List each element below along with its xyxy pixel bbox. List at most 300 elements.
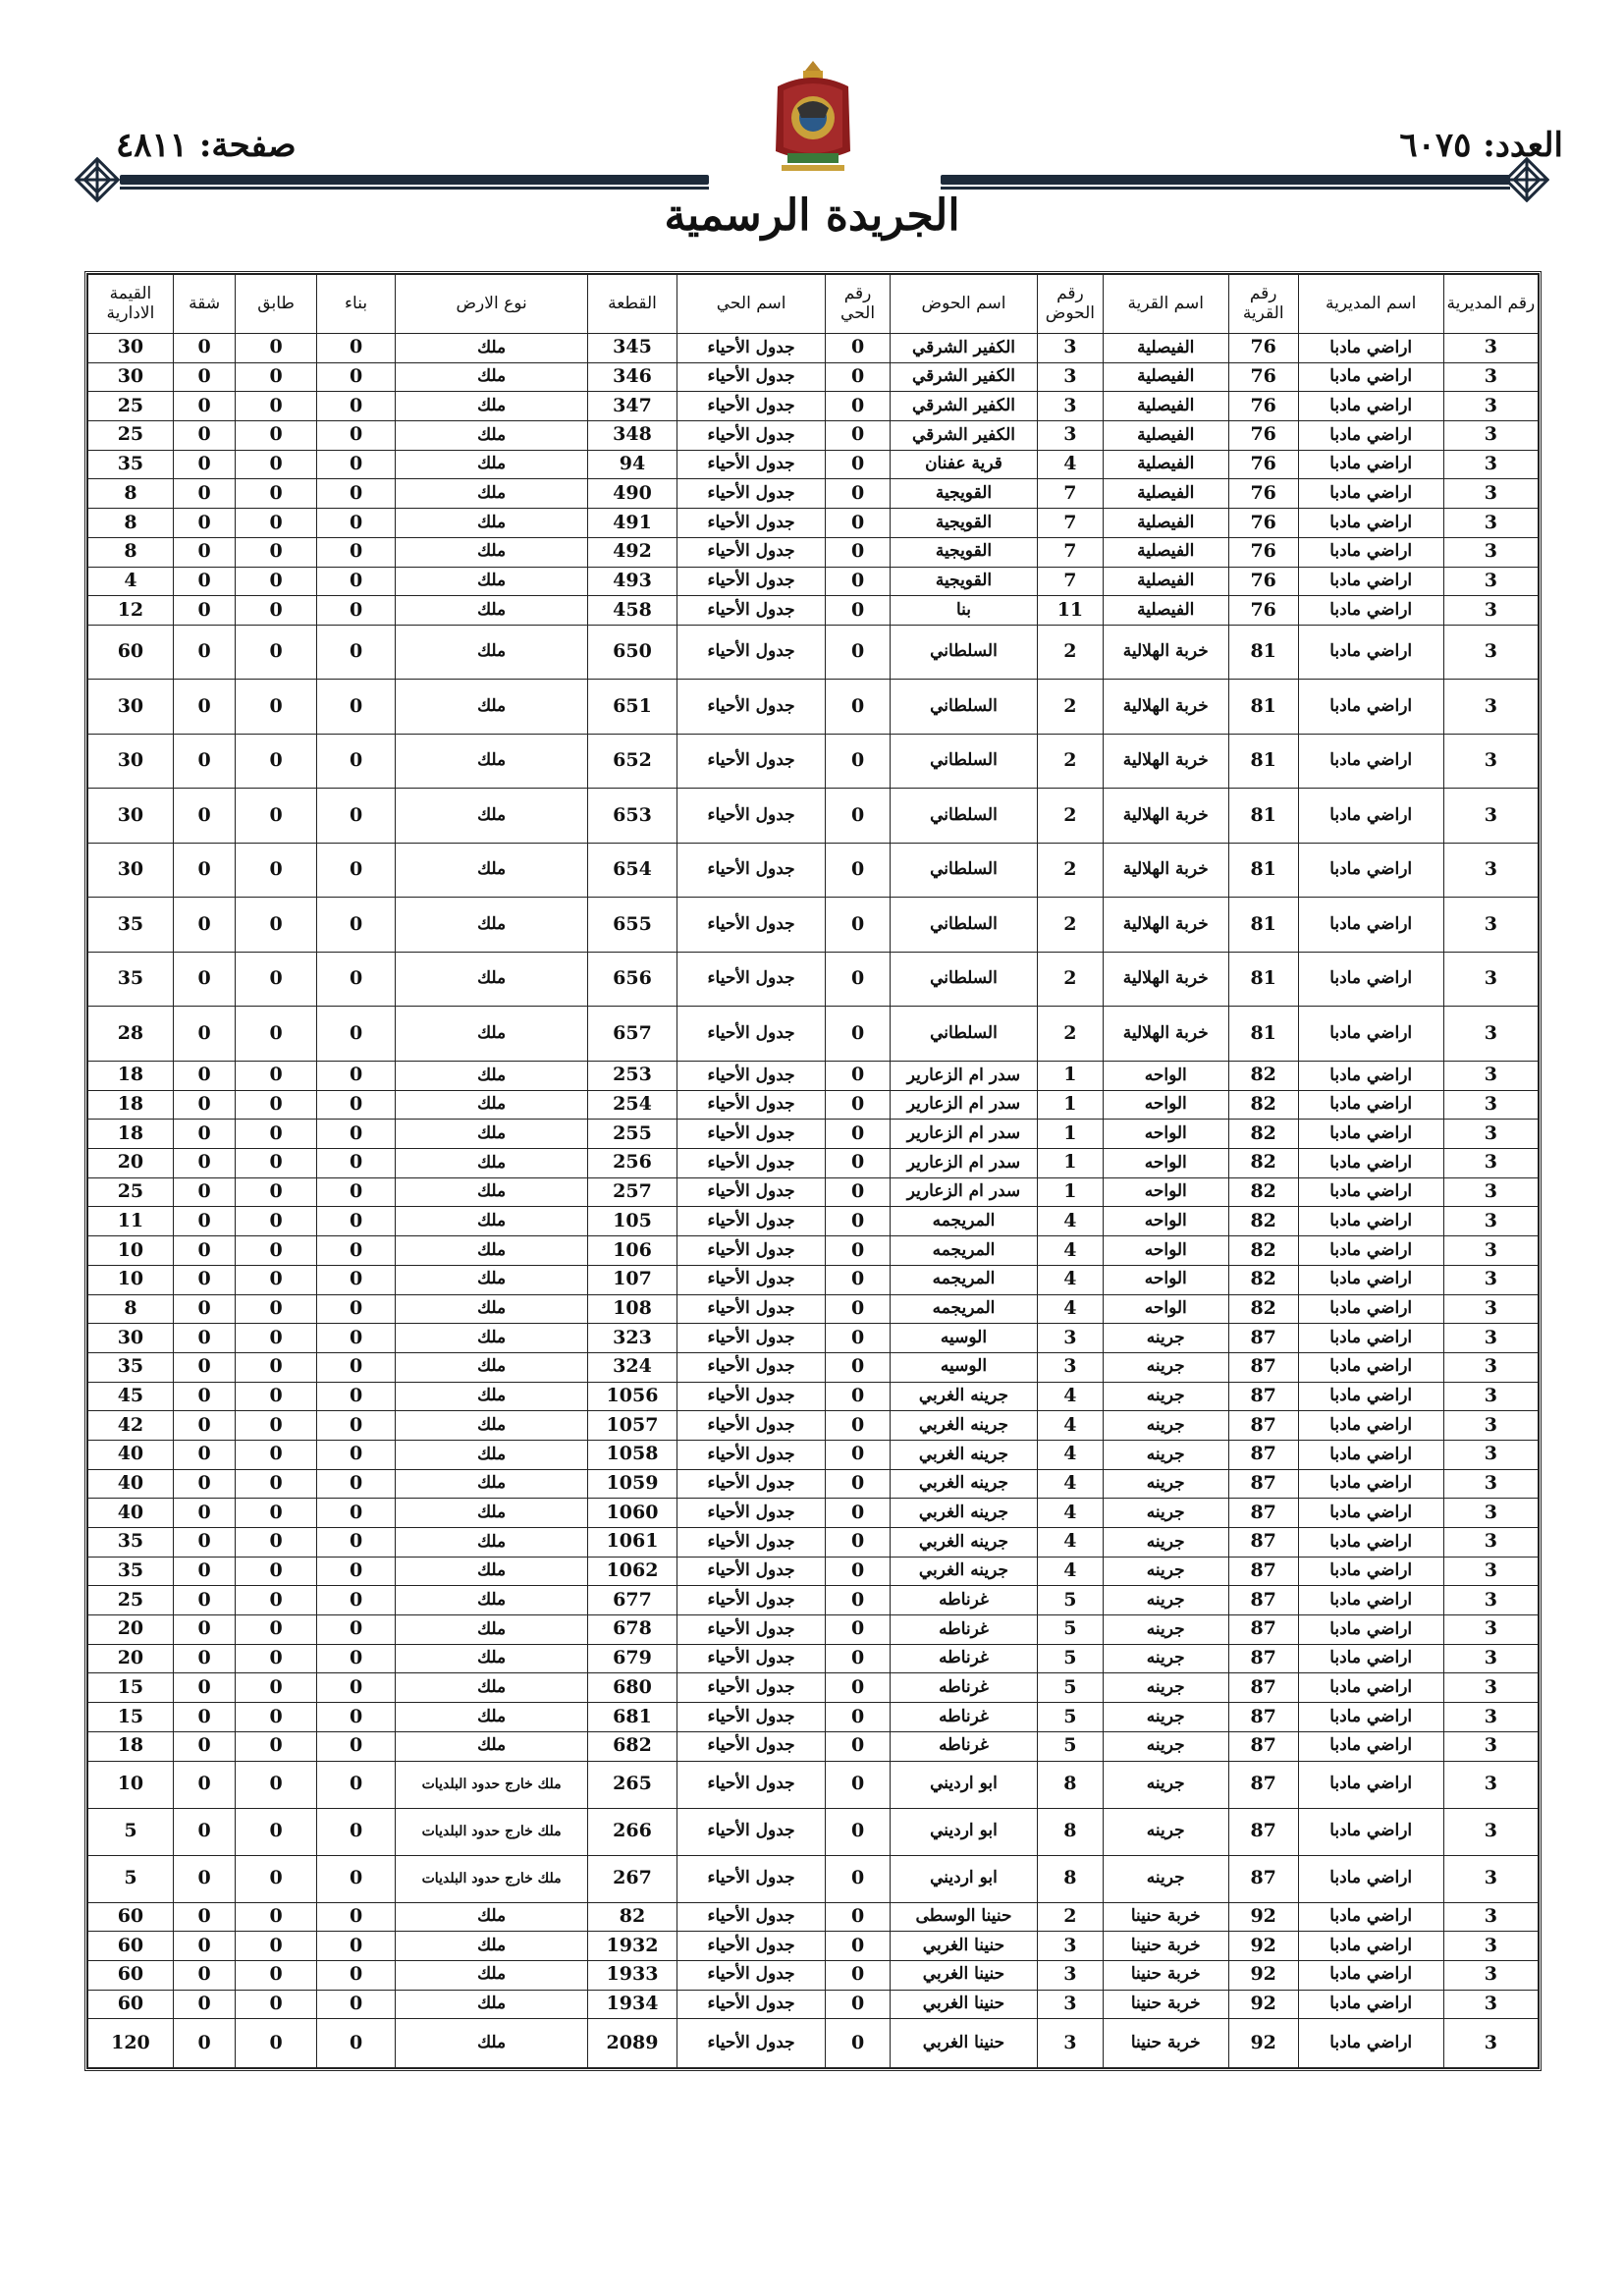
- table-cell: 3: [1443, 1007, 1538, 1062]
- table-cell: ملك: [396, 479, 588, 509]
- table-cell: 255: [587, 1120, 677, 1149]
- table-row: [88, 1207, 1539, 1236]
- table-cell: السلطاني: [890, 898, 1037, 953]
- table-cell: 76: [1228, 450, 1298, 479]
- table-cell: 0: [826, 1090, 891, 1120]
- table-cell: اراضي مادبا: [1298, 1090, 1443, 1120]
- table-cell: 3: [1443, 1761, 1538, 1808]
- table-cell: الوسيه: [890, 1324, 1037, 1353]
- table-cell: السلطاني: [890, 625, 1037, 680]
- table-cell: جدول الأحياء: [677, 421, 825, 451]
- table-cell: اراضي مادبا: [1298, 1177, 1443, 1207]
- table-cell: خربة حنينا: [1103, 2019, 1228, 2068]
- table-cell: اراضي مادبا: [1298, 680, 1443, 735]
- table-row: [88, 421, 1539, 451]
- table-cell: 680: [587, 1673, 677, 1703]
- table-cell: جدول الأحياء: [677, 1007, 825, 1062]
- table-cell: 3: [1443, 1528, 1538, 1558]
- table-cell: ملك: [396, 734, 588, 789]
- table-cell: 87: [1228, 1855, 1298, 1902]
- table-cell: 0: [316, 567, 395, 596]
- table-cell: 0: [316, 1808, 395, 1855]
- table-cell: ملك: [396, 362, 588, 392]
- table-cell: اراضي مادبا: [1298, 1932, 1443, 1961]
- table-cell: 0: [236, 1761, 317, 1808]
- table-cell: خربة حنينا: [1103, 1960, 1228, 1990]
- table-cell: 1057: [587, 1411, 677, 1441]
- table-cell: 0: [236, 1673, 317, 1703]
- table-cell: 82: [1228, 1265, 1298, 1294]
- table-cell: 3: [1443, 1673, 1538, 1703]
- table-cell: 656: [587, 952, 677, 1007]
- table-cell: ملك: [396, 1236, 588, 1266]
- table-cell: خربة الهلالية: [1103, 1007, 1228, 1062]
- table-cell: الفيصلية: [1103, 392, 1228, 421]
- table-cell: 0: [316, 1007, 395, 1062]
- table-cell: جرينه الغربي: [890, 1440, 1037, 1469]
- table-cell: السلطاني: [890, 734, 1037, 789]
- table-cell: 40: [88, 1499, 174, 1528]
- table-cell: 0: [316, 1960, 395, 1990]
- table-cell: ملك: [396, 1469, 588, 1499]
- table-cell: 490: [587, 479, 677, 509]
- table-cell: جرينه: [1103, 1352, 1228, 1382]
- table-cell: 0: [316, 625, 395, 680]
- table-cell: 87: [1228, 1615, 1298, 1645]
- table-row: [88, 898, 1539, 953]
- table-cell: 0: [316, 843, 395, 898]
- table-cell: 0: [173, 680, 235, 735]
- table-cell: الكفير الشرقي: [890, 362, 1037, 392]
- table-row: [88, 1731, 1539, 1761]
- table-cell: 1059: [587, 1469, 677, 1499]
- table-cell: جدول الأحياء: [677, 596, 825, 626]
- table-row: [88, 392, 1539, 421]
- table-cell: 681: [587, 1703, 677, 1732]
- table-cell: 30: [88, 843, 174, 898]
- table-cell: 0: [826, 537, 891, 567]
- table-cell: 0: [173, 1703, 235, 1732]
- table-cell: جرينه: [1103, 1673, 1228, 1703]
- table-cell: 15: [88, 1673, 174, 1703]
- table-cell: خربة حنينا: [1103, 1990, 1228, 2019]
- table-cell: 0: [316, 362, 395, 392]
- table-cell: الفيصلية: [1103, 421, 1228, 451]
- table-cell: 18: [88, 1731, 174, 1761]
- table-cell: بنا: [890, 596, 1037, 626]
- table-row: [88, 789, 1539, 844]
- table-cell: 0: [236, 1324, 317, 1353]
- table-cell: 87: [1228, 1382, 1298, 1411]
- table-cell: 651: [587, 680, 677, 735]
- table-cell: 0: [236, 952, 317, 1007]
- table-cell: 40: [88, 1469, 174, 1499]
- table-cell: 0: [826, 392, 891, 421]
- table-cell: 0: [826, 596, 891, 626]
- table-cell: ملك: [396, 843, 588, 898]
- table-cell: جرينه: [1103, 1703, 1228, 1732]
- table-cell: 3: [1038, 334, 1104, 363]
- table-cell: 0: [173, 1586, 235, 1615]
- table-cell: 40: [88, 1440, 174, 1469]
- table-cell: 0: [236, 1469, 317, 1499]
- table-cell: ملك: [396, 2019, 588, 2068]
- table-cell: 92: [1228, 1902, 1298, 1932]
- table-cell: 76: [1228, 567, 1298, 596]
- table-cell: 8: [1038, 1855, 1104, 1902]
- table-cell: 0: [236, 1207, 317, 1236]
- table-cell: 0: [173, 1673, 235, 1703]
- table-body: [88, 334, 1539, 2068]
- table-cell: 60: [88, 625, 174, 680]
- table-row: [88, 1932, 1539, 1961]
- table-cell: 0: [826, 1440, 891, 1469]
- table-cell: 0: [236, 1007, 317, 1062]
- table-cell: جدول الأحياء: [677, 1673, 825, 1703]
- table-cell: جرينه: [1103, 1382, 1228, 1411]
- table-cell: 0: [316, 1761, 395, 1808]
- table-cell: 0: [173, 625, 235, 680]
- issue-number: العدد: ٦٠٧٥: [1399, 126, 1563, 165]
- column-header: القطعة: [587, 275, 677, 334]
- table-cell: 0: [826, 1855, 891, 1902]
- table-cell: جدول الأحياء: [677, 952, 825, 1007]
- table-cell: 657: [587, 1007, 677, 1062]
- table-cell: 0: [826, 1352, 891, 1382]
- table-cell: ملك: [396, 450, 588, 479]
- table-cell: الكفير الشرقي: [890, 421, 1037, 451]
- table-cell: اراضي مادبا: [1298, 392, 1443, 421]
- table-cell: غرناطه: [890, 1703, 1037, 1732]
- table-cell: جدول الأحياء: [677, 1932, 825, 1961]
- table-cell: 0: [173, 1265, 235, 1294]
- table-cell: جدول الأحياء: [677, 567, 825, 596]
- table-cell: 0: [236, 596, 317, 626]
- column-header: اسم المديرية: [1298, 275, 1443, 334]
- table-cell: 81: [1228, 789, 1298, 844]
- table-cell: 0: [173, 1062, 235, 1091]
- table-cell: جدول الأحياء: [677, 1761, 825, 1808]
- table-cell: 253: [587, 1062, 677, 1091]
- table-cell: 81: [1228, 952, 1298, 1007]
- table-cell: 82: [1228, 1177, 1298, 1207]
- table-cell: خربة حنينا: [1103, 1902, 1228, 1932]
- table-cell: خربة الهلالية: [1103, 952, 1228, 1007]
- table-cell: 0: [316, 1236, 395, 1266]
- table-cell: جدول الأحياء: [677, 1294, 825, 1324]
- table-cell: 0: [826, 680, 891, 735]
- table-cell: 76: [1228, 362, 1298, 392]
- table-cell: القويجية: [890, 567, 1037, 596]
- table-cell: الكفير الشرقي: [890, 392, 1037, 421]
- table-cell: 0: [173, 1090, 235, 1120]
- table-cell: 0: [236, 1411, 317, 1441]
- table-cell: 3: [1443, 392, 1538, 421]
- table-row: [88, 1090, 1539, 1120]
- table-cell: جدول الأحياء: [677, 509, 825, 538]
- table-cell: خربة الهلالية: [1103, 734, 1228, 789]
- table-cell: 679: [587, 1644, 677, 1673]
- table-cell: 3: [1443, 509, 1538, 538]
- table-cell: 7: [1038, 479, 1104, 509]
- table-cell: ملك: [396, 1352, 588, 1382]
- table-cell: 0: [316, 509, 395, 538]
- table-cell: 0: [173, 734, 235, 789]
- table-cell: 0: [826, 509, 891, 538]
- table-cell: خربة حنينا: [1103, 1932, 1228, 1961]
- table-row: [88, 843, 1539, 898]
- table-cell: 87: [1228, 1499, 1298, 1528]
- table-cell: 0: [173, 898, 235, 953]
- table-cell: 0: [236, 734, 317, 789]
- table-cell: خربة الهلالية: [1103, 625, 1228, 680]
- table-cell: 0: [173, 789, 235, 844]
- table-cell: 0: [826, 1062, 891, 1091]
- table-cell: حنينا الغربي: [890, 2019, 1037, 2068]
- header-rule-left: [120, 175, 709, 185]
- table-cell: 81: [1228, 843, 1298, 898]
- table-cell: 0: [826, 1120, 891, 1149]
- table-cell: 1933: [587, 1960, 677, 1990]
- table-cell: 3: [1443, 567, 1538, 596]
- table-row: [88, 1586, 1539, 1615]
- table-cell: 0: [173, 1499, 235, 1528]
- table-cell: 3: [1038, 1990, 1104, 2019]
- table-cell: 4: [1038, 1294, 1104, 1324]
- table-cell: 25: [88, 421, 174, 451]
- table-cell: 0: [826, 1615, 891, 1645]
- table-cell: اراضي مادبا: [1298, 1440, 1443, 1469]
- table-cell: ملك: [396, 952, 588, 1007]
- table-cell: جرينه: [1103, 1440, 1228, 1469]
- table-row: [88, 952, 1539, 1007]
- table-cell: 87: [1228, 1761, 1298, 1808]
- table-cell: السلطاني: [890, 1007, 1037, 1062]
- table-cell: 655: [587, 898, 677, 953]
- table-cell: ملك: [396, 1294, 588, 1324]
- table-cell: جرينه: [1103, 1855, 1228, 1902]
- table-row: [88, 1382, 1539, 1411]
- table-cell: 0: [826, 625, 891, 680]
- table-cell: المريجمه: [890, 1265, 1037, 1294]
- table-row: [88, 1855, 1539, 1902]
- table-cell: الواحه: [1103, 1149, 1228, 1178]
- table-cell: 347: [587, 392, 677, 421]
- table-cell: حنينا الغربي: [890, 1960, 1037, 1990]
- table-cell: 4: [1038, 1411, 1104, 1441]
- table-cell: 3: [1443, 1855, 1538, 1902]
- table-cell: 0: [173, 567, 235, 596]
- table-cell: 0: [236, 1902, 317, 1932]
- table-cell: الفيصلية: [1103, 567, 1228, 596]
- table-cell: 30: [88, 680, 174, 735]
- table-cell: 76: [1228, 509, 1298, 538]
- table-cell: 76: [1228, 537, 1298, 567]
- table-cell: 0: [236, 1855, 317, 1902]
- table-cell: 0: [316, 1440, 395, 1469]
- table-cell: 0: [236, 1352, 317, 1382]
- table-cell: 493: [587, 567, 677, 596]
- table-cell: 81: [1228, 1007, 1298, 1062]
- table-cell: 257: [587, 1177, 677, 1207]
- table-cell: جدول الأحياء: [677, 1149, 825, 1178]
- table-cell: المريجمه: [890, 1207, 1037, 1236]
- table-cell: 0: [316, 952, 395, 1007]
- table-cell: 654: [587, 843, 677, 898]
- table-cell: 0: [316, 1411, 395, 1441]
- table-cell: 12: [88, 596, 174, 626]
- table-cell: 8: [88, 537, 174, 567]
- table-row: [88, 1294, 1539, 1324]
- table-cell: 3: [1443, 1615, 1538, 1645]
- table-cell: اراضي مادبا: [1298, 1236, 1443, 1266]
- table-cell: 8: [88, 509, 174, 538]
- table-cell: جدول الأحياء: [677, 1990, 825, 2019]
- table-cell: 0: [236, 1120, 317, 1149]
- table-cell: 3: [1443, 1265, 1538, 1294]
- table-cell: ابو ارديني: [890, 1808, 1037, 1855]
- table-cell: جدول الأحياء: [677, 1615, 825, 1645]
- table-cell: 3: [1443, 1090, 1538, 1120]
- table-cell: 0: [826, 1557, 891, 1586]
- table-row: [88, 1265, 1539, 1294]
- column-header: بناء: [316, 275, 395, 334]
- table-cell: ملك: [396, 1440, 588, 1469]
- table-cell: 0: [316, 1090, 395, 1120]
- table-cell: 1: [1038, 1120, 1104, 1149]
- table-cell: 105: [587, 1207, 677, 1236]
- table-cell: 3: [1443, 1808, 1538, 1855]
- table-cell: 0: [236, 1090, 317, 1120]
- table-cell: 0: [173, 1382, 235, 1411]
- table-cell: 0: [236, 334, 317, 363]
- table-cell: 3: [1443, 1932, 1538, 1961]
- column-header: القيمة الادارية: [88, 275, 174, 334]
- table-cell: 18: [88, 1062, 174, 1091]
- table-cell: 0: [236, 625, 317, 680]
- table-cell: 3: [1443, 1902, 1538, 1932]
- table-cell: 3: [1443, 1557, 1538, 1586]
- table-cell: 0: [173, 1352, 235, 1382]
- table-cell: 0: [826, 1960, 891, 1990]
- table-cell: 0: [236, 1149, 317, 1178]
- table-cell: الواحه: [1103, 1062, 1228, 1091]
- table-cell: 87: [1228, 1324, 1298, 1353]
- table-cell: ملك: [396, 1499, 588, 1528]
- table-cell: اراضي مادبا: [1298, 1761, 1443, 1808]
- table-cell: خربة الهلالية: [1103, 843, 1228, 898]
- table-cell: خربة الهلالية: [1103, 680, 1228, 735]
- table-cell: غرناطه: [890, 1673, 1037, 1703]
- table-cell: الفيصلية: [1103, 596, 1228, 626]
- table-cell: 30: [88, 734, 174, 789]
- table-cell: اراضي مادبا: [1298, 596, 1443, 626]
- table-cell: جدول الأحياء: [677, 450, 825, 479]
- table-cell: 82: [1228, 1207, 1298, 1236]
- table-cell: 0: [316, 1149, 395, 1178]
- table-cell: اراضي مادبا: [1298, 1703, 1443, 1732]
- table-cell: 3: [1443, 2019, 1538, 2068]
- table-cell: جدول الأحياء: [677, 479, 825, 509]
- table-cell: 0: [236, 1703, 317, 1732]
- table-row: [88, 1673, 1539, 1703]
- table-cell: 1061: [587, 1528, 677, 1558]
- table-cell: 0: [173, 1557, 235, 1586]
- table-cell: ملك: [396, 1007, 588, 1062]
- table-cell: ملك: [396, 1557, 588, 1586]
- table-cell: 4: [1038, 1528, 1104, 1558]
- table-cell: ملك: [396, 392, 588, 421]
- table-cell: 265: [587, 1761, 677, 1808]
- table-cell: 3: [1443, 1440, 1538, 1469]
- table-cell: 25: [88, 392, 174, 421]
- table-row: [88, 1352, 1539, 1382]
- table-cell: حنينا الغربي: [890, 1990, 1037, 2019]
- table-cell: 652: [587, 734, 677, 789]
- table-cell: 0: [173, 1808, 235, 1855]
- table-cell: الفيصلية: [1103, 537, 1228, 567]
- table-cell: 2: [1038, 680, 1104, 735]
- table-cell: 0: [316, 1673, 395, 1703]
- table-cell: 0: [826, 1265, 891, 1294]
- table-cell: 0: [173, 1528, 235, 1558]
- table-cell: 4: [1038, 1557, 1104, 1586]
- table-cell: ملك: [396, 1703, 588, 1732]
- table-cell: 3: [1443, 843, 1538, 898]
- table-cell: المريجمه: [890, 1236, 1037, 1266]
- table-cell: 0: [826, 1761, 891, 1808]
- table-cell: جدول الأحياء: [677, 1703, 825, 1732]
- table-cell: 5: [1038, 1586, 1104, 1615]
- table-cell: 35: [88, 898, 174, 953]
- table-cell: 0: [316, 1855, 395, 1902]
- table-cell: 0: [236, 421, 317, 451]
- table-cell: 0: [236, 450, 317, 479]
- table-row: [88, 537, 1539, 567]
- table-cell: 5: [1038, 1644, 1104, 1673]
- table-cell: 0: [316, 1207, 395, 1236]
- table-cell: 3: [1443, 1644, 1538, 1673]
- table-cell: 0: [173, 1007, 235, 1062]
- header-rule-right: [941, 175, 1510, 185]
- table-cell: جدول الأحياء: [677, 1469, 825, 1499]
- table-cell: جدول الأحياء: [677, 1499, 825, 1528]
- table-cell: 0: [236, 1382, 317, 1411]
- table-cell: السلطاني: [890, 680, 1037, 735]
- table-cell: اراضي مادبا: [1298, 1855, 1443, 1902]
- table-cell: 87: [1228, 1731, 1298, 1761]
- table-cell: غرناطه: [890, 1731, 1037, 1761]
- table-cell: 678: [587, 1615, 677, 1645]
- table-cell: 0: [826, 1703, 891, 1732]
- table-cell: 0: [173, 2019, 235, 2068]
- column-header: طابق: [236, 275, 317, 334]
- table-cell: 0: [173, 952, 235, 1007]
- table-cell: 4: [1038, 1265, 1104, 1294]
- table-cell: 0: [173, 421, 235, 451]
- table-cell: 0: [173, 1149, 235, 1178]
- table-cell: 0: [236, 1499, 317, 1528]
- table-cell: 60: [88, 1960, 174, 1990]
- table-cell: ملك: [396, 1902, 588, 1932]
- table-cell: 4: [1038, 1236, 1104, 1266]
- table-cell: 3: [1443, 1149, 1538, 1178]
- table-cell: 87: [1228, 1673, 1298, 1703]
- table-cell: 3: [1038, 1960, 1104, 1990]
- table-cell: 1060: [587, 1499, 677, 1528]
- table-cell: 3: [1443, 1352, 1538, 1382]
- table-cell: 3: [1443, 334, 1538, 363]
